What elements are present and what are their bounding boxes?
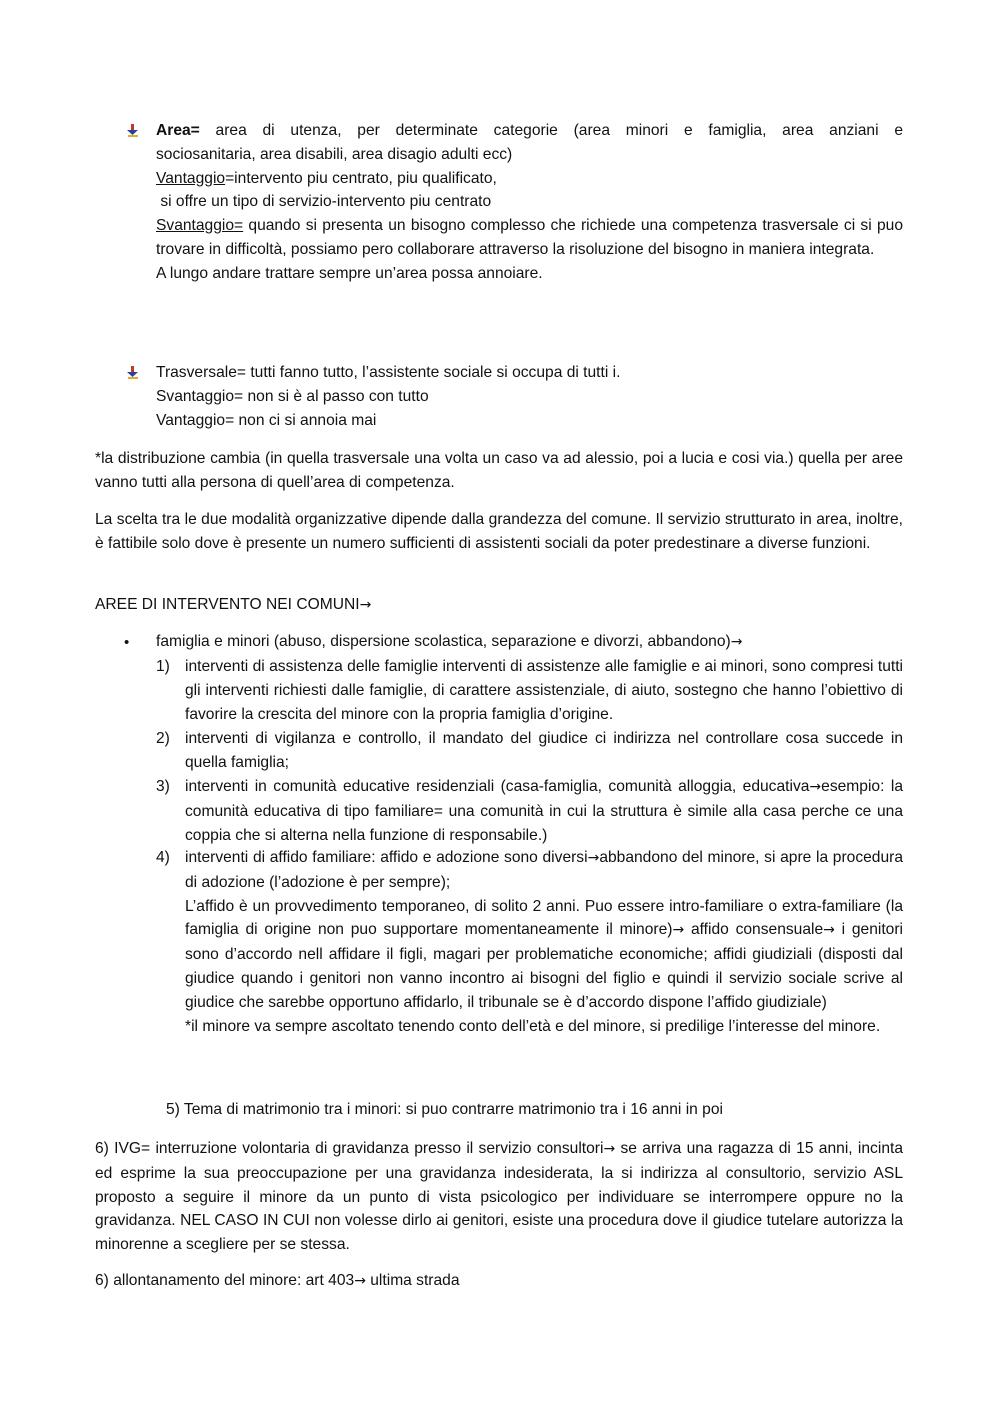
item-text	[185, 775, 903, 847]
arrow-right-icon: →	[730, 634, 743, 650]
svantaggio-label: Svantaggio=	[156, 217, 244, 235]
vantaggio-label: Vantaggio	[156, 169, 226, 187]
arrow-right-icon: →	[587, 850, 600, 866]
arrow-right-icon: →	[359, 597, 372, 613]
numbered-item-3	[156, 775, 903, 847]
area-line-2: sociosanitaria, area disabili, area disagio adulti ecc)	[156, 145, 513, 163]
area-line-1	[156, 119, 903, 143]
item-text-b: esempio: la comunità educativa di tipo familiare= una comunità in cui la struttura è simile alla casa perche ce una coppia che si alterna nella funzione di responsabile.)	[185, 778, 903, 844]
item-text: interventi di vigilanza e controllo, il mandato del giudice ci indirizza nel controllare cosa succede in quella famiglia;	[185, 730, 903, 771]
affido-text-a: L’affido è un provvedimento temporaneo, di solito 2 anni. Puo essere intro-familiare o extra-familiare (la famiglia di origine non puo supportare momentaneamente il minore)	[185, 897, 903, 939]
affido-text-c: i genitori sono d’accordo nell affidare il figli, magari per problematiche economiche; affidi giudiziali (disposti dal giudice quando i genitori non vanno incontro ai bisogni del figlio e quindi il servizio sociale scrive al giudice che sarebbe opportuno affidarlo, il tribunale se è d’accordo dispone l’affido giudiziale)	[185, 921, 904, 1011]
allontanamento-line	[95, 1269, 903, 1294]
svantaggio-paragraph	[156, 214, 903, 262]
area-closing: A lungo andare trattare sempre un’area possa annoiare.	[156, 264, 543, 282]
affido-paragraph	[185, 895, 903, 1015]
arrow-bullet-icon	[126, 366, 140, 380]
trasversale-line-3: Vantaggio= non ci si annoia mai	[156, 411, 377, 429]
vantaggio-continuation: si offre un tipo di servizio-intervento piu centrato	[156, 193, 492, 211]
trasversale-bullet	[156, 361, 903, 432]
area-bullet	[156, 119, 903, 286]
ivg-text-b: se arriva una ragazza di 15 anni, incinta ed esprime la sua preoccupazione per una gravidanza indesiderata, la si indirizza al consultorio, servizio ASL proposto a seguire il minore da un punto di vista psicologico per individuare se interrompere oppure no la gravidanza. NEL CASO IN CUI non volesse dirlo ai genitori, esiste una procedura dove il giudice tutelare autorizza la minorenne a scegliere per se stessa.	[95, 1140, 903, 1254]
item-5: 5) Tema di matrimonio tra i minori: si puo contrarre matrimonio tra i 16 anni in poi	[166, 1101, 723, 1118]
trasversale-line-1: Trasversale= tutti fanno tutto, l’assistente sociale si occupa di tutti i.	[156, 364, 621, 381]
distribuzione-note: *la distribuzione cambia (in quella trasversale una volta un caso va ad alessio, poi a lucia e cosi via.) quella per aree vanno tutti alla persona di quell’area di competenza.	[95, 450, 903, 491]
arrow-right-icon: →	[809, 779, 822, 795]
item-number: 3)	[156, 778, 170, 795]
vantaggio-line	[156, 167, 903, 191]
allontanamento-text-b: ultima strada	[365, 1272, 460, 1289]
allontanamento-text-a: 6) allontanamento del minore: art 403	[95, 1272, 355, 1289]
area-label: Area=	[156, 122, 200, 139]
item-number: 4)	[156, 849, 170, 866]
ivg-paragraph	[95, 1137, 903, 1257]
numbered-item-4	[156, 846, 903, 1038]
arrow-right-icon: →	[354, 1273, 366, 1289]
ivg-text-a: 6) IVG= interruzione volontaria di gravidanza presso il servizio consultori	[95, 1140, 604, 1157]
numbered-item-1	[156, 655, 903, 726]
item-text-b: abbandono del minore, si apre la procedura di adozione (l’adozione è per sempre);	[185, 849, 903, 891]
numbered-item-2	[156, 727, 903, 775]
item-text	[185, 846, 903, 1038]
affido-note: *il minore va sempre ascoltato tenendo conto dell’età e del minore, si predilige l’interesse del minore.	[185, 1017, 881, 1035]
famiglia-bullet	[156, 630, 903, 655]
aree-heading-text: AREE DI INTERVENTO NEI COMUNI	[95, 596, 360, 613]
item-text: interventi di assistenza delle famiglie interventi di assistenze alle famiglie e ai minori, sono compresi tutti gli interventi richiesti dalle famiglie, di carattere assistenziale, di aiuto, sostegno che hanno l’obiettivo di favorire la crescita del minore con la propria famiglia d’origine.	[185, 658, 903, 723]
arrow-right-icon: →	[823, 922, 835, 939]
item-text-a: interventi in comunità educative residenziali (casa-famiglia, comunità alloggia, educativa	[185, 778, 810, 795]
arrow-right-icon: →	[603, 1141, 616, 1157]
arrow-bullet-icon	[126, 124, 140, 138]
aree-heading	[95, 593, 903, 618]
item-number: 1)	[156, 658, 170, 675]
svantaggio-text: quando si presenta un bisogno complesso che richiede una competenza trasversale ci si puo trovare in difficoltà, possiamo pero collaborare attraverso la risoluzione del bisogno in maniera integrata.	[156, 217, 903, 258]
scelta-paragraph: La scelta tra le due modalità organizzative dipende dalla grandezza del comune. Il servizio strutturato in area, inoltre, è fattibile solo dove è presente un numero sufficienti di assistenti sociali da poter predestinare a diverse funzioni.	[95, 511, 903, 552]
trasversale-line-2: Svantaggio= non si è al passo con tutto	[156, 387, 429, 405]
area-text-1: area di utenza, per determinate categorie (area minori e famiglia, area anziani e	[199, 122, 903, 139]
famiglia-text: famiglia e minori (abuso, dispersione scolastica, separazione e divorzi, abbandono)	[156, 633, 731, 650]
bullet-dot-icon: •	[124, 634, 130, 651]
item-number: 2)	[156, 730, 170, 747]
arrow-right-icon: →	[672, 922, 685, 939]
item-text-a: interventi di affido familiare: affido e adozione sono diversi	[185, 849, 588, 866]
vantaggio-text: =intervento piu centrato, piu qualificato,	[225, 169, 497, 187]
affido-text-b: affido consensuale	[684, 921, 824, 939]
